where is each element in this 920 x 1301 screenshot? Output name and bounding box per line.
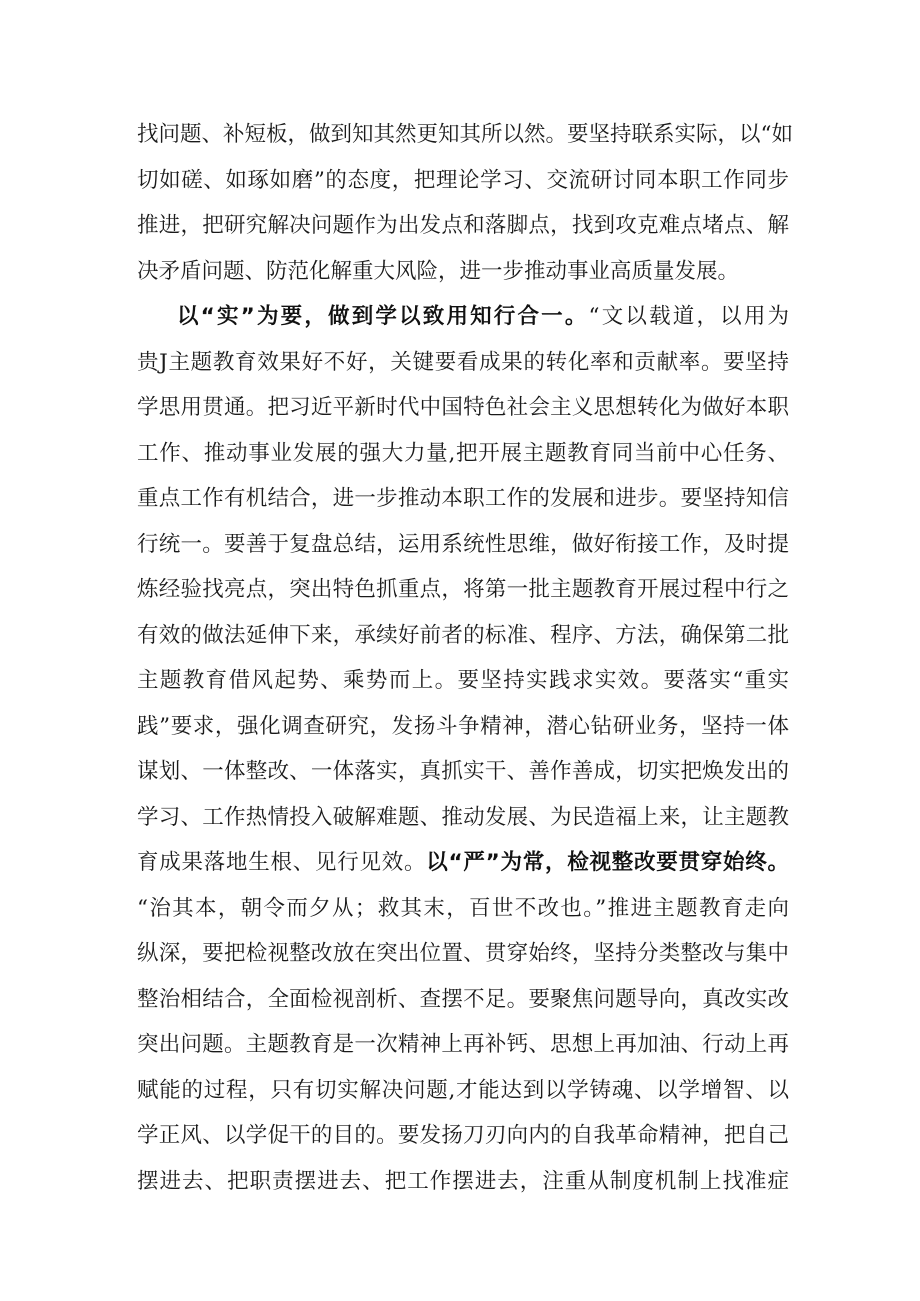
text-line-3 bbox=[137, 203, 789, 249]
line-text: 谋划、一体整改、一体落实，真抓实干、善作善成，切实把焕发出的 bbox=[137, 759, 789, 784]
text-line-6 bbox=[137, 340, 789, 386]
line-text: 摆进去、把职责摆进去、把工作摆进去，注重从制度机制上找准症 bbox=[137, 1168, 789, 1194]
text-line-2 bbox=[137, 158, 789, 204]
line-text: “治其本，朝令而夕从；救其末，百世不改也。”推进主题教育走向 bbox=[137, 895, 789, 921]
text-line-23 bbox=[137, 1113, 789, 1159]
text-line-13 bbox=[137, 658, 789, 704]
text-line-24 bbox=[137, 1159, 789, 1205]
text-line-5 bbox=[137, 294, 789, 340]
text-line-7 bbox=[137, 385, 789, 431]
line-text: 工作、推动事业发展的强大力量,把开展主题教育同当前中心任务、 bbox=[137, 440, 789, 466]
line-text: 贵J主题教育效果好不好，关键要看成果的转化率和贡献率。要坚持 bbox=[137, 349, 789, 375]
text-line-14 bbox=[137, 704, 789, 750]
line-text: 育成果落地生根、见行见效。 bbox=[137, 850, 427, 875]
body-text bbox=[137, 112, 793, 1204]
text-line-1 bbox=[137, 112, 793, 158]
line-text: 主题教育借风起势、乘势而上。要坚持实践求实效。要落实“重实 bbox=[137, 668, 789, 693]
line-text: 学思用贯通。把习近平新时代中国特色社会主义思想转化为做好本职 bbox=[137, 395, 789, 420]
line-text: 重点工作有机结合，进一步推动本职工作的发展和进步。要坚持知信 bbox=[137, 486, 789, 511]
text-line-9 bbox=[137, 476, 789, 522]
text-line-22 bbox=[137, 1068, 789, 1114]
line-text: 纵深，要把检视整改放在突出位置、贯穿始终，坚持分类整改与集中 bbox=[137, 941, 789, 966]
text-line-4 bbox=[137, 249, 789, 295]
line-text: 学正风、以学促干的目的。要发扬刀刃向内的自我革命精神，把自己 bbox=[137, 1123, 789, 1148]
line-text: 赋能的过程，只有切实解决问题,才能达到以学铸魂、以学增智、以 bbox=[137, 1077, 789, 1103]
text-line-11 bbox=[137, 567, 789, 613]
text-line-18 bbox=[137, 886, 789, 932]
text-line-19 bbox=[137, 931, 789, 977]
section-heading-yan: 以“严”为常，检视整改要贯穿始终。 bbox=[426, 850, 789, 875]
text-line-8 bbox=[137, 431, 789, 477]
text-line-17 bbox=[137, 840, 789, 886]
text-line-16 bbox=[137, 795, 789, 841]
text-line-10 bbox=[137, 522, 789, 568]
line-text: 推进，把研究解决问题作为出发点和落脚点，找到攻克难点堵点、解 bbox=[137, 213, 789, 238]
line-text: 整治相结合，全面检视剖析、查摆不足。要聚焦问题导向，真改实改 bbox=[137, 986, 789, 1012]
line-text: 切如磋、如琢如磨”的态度，把理论学习、交流研讨同本职工作同步 bbox=[137, 167, 789, 193]
line-text: 决矛盾问题、防范化解重大风险，进一步推动事业高质量发展。 bbox=[137, 258, 740, 284]
line-text: 炼经验找亮点，突出特色抓重点，将第一批主题教育开展过程中行之 bbox=[137, 577, 789, 602]
text-line-15 bbox=[137, 749, 789, 795]
section-heading-shi: 以“实”为要，做到学以致用知行合一。 bbox=[177, 304, 589, 329]
text-line-20 bbox=[137, 977, 789, 1023]
text-line-21 bbox=[137, 1022, 789, 1068]
line-text: 学习、工作热情投入破解难题、推动发展、为民造福上来，让主题教 bbox=[137, 804, 789, 830]
line-text: 践”要求，强化调查研究，发扬斗争精神，潜心钻研业务，坚持一体 bbox=[137, 713, 789, 739]
line-text: 突出问题。主题教育是一次精神上再补钙、思想上再加油、行动上再 bbox=[137, 1032, 789, 1057]
line-text: 行统一。要善于复盘总结，运用系统性思维，做好衔接工作，及时提 bbox=[137, 531, 789, 557]
line-text: “文以载道，以用为 bbox=[588, 304, 789, 329]
line-text: 找问题、补短板，做到知其然更知其所以然。要坚持联系实际，以“如 bbox=[137, 122, 793, 147]
text-line-12 bbox=[137, 613, 789, 659]
line-text: 有效的做法延伸下来，承续好前者的标准、程序、方法，确保第二批 bbox=[137, 622, 789, 648]
